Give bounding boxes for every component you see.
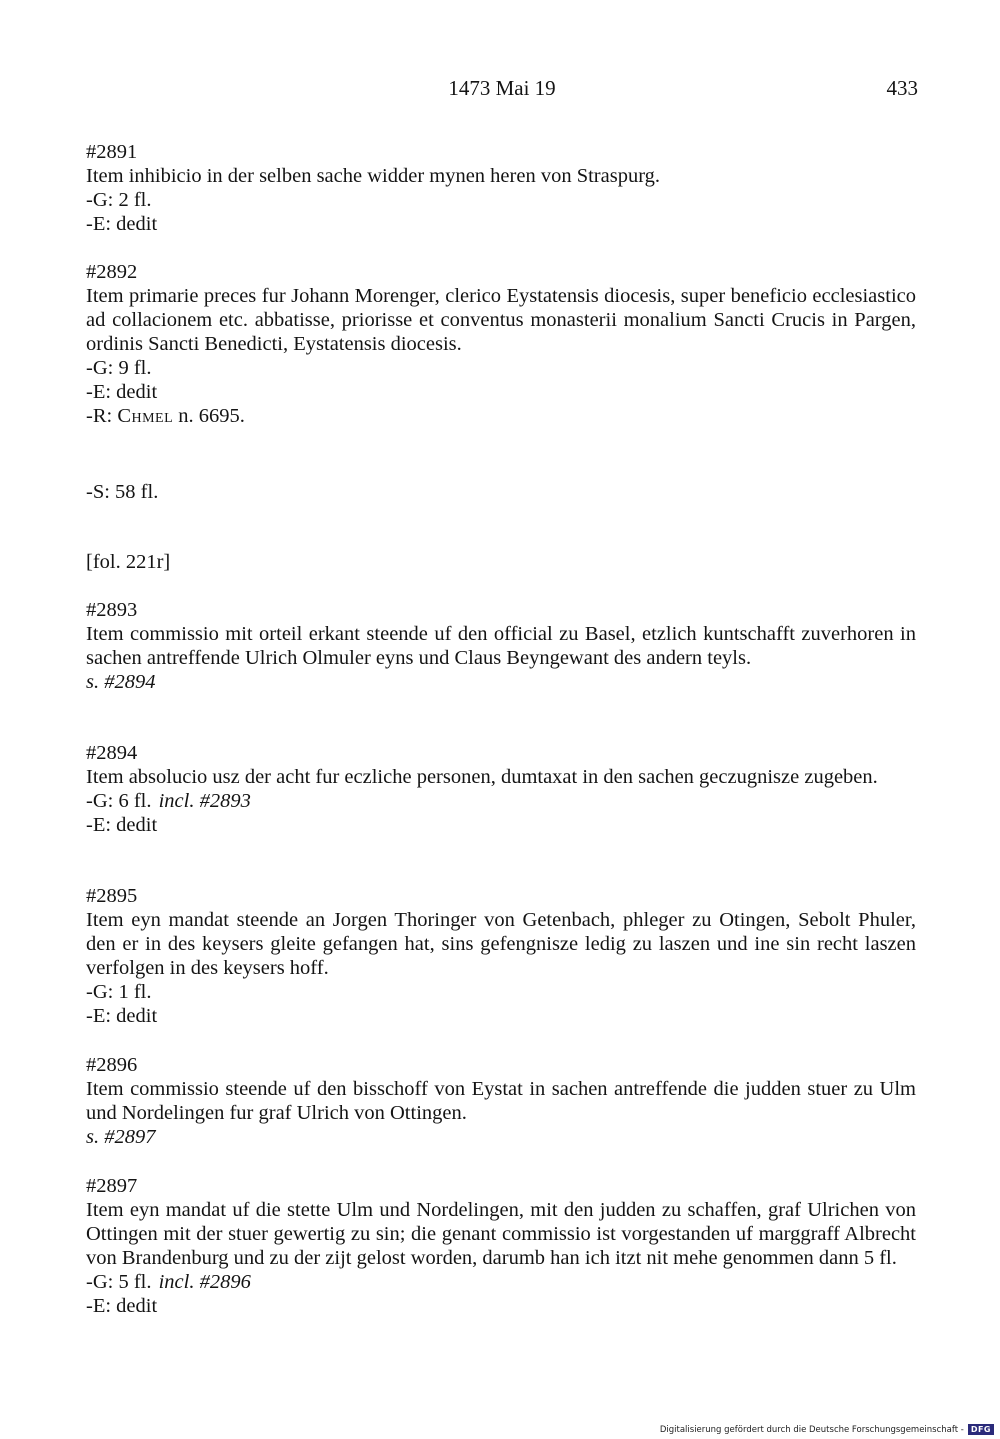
entry-g-line: -G: 1 fl.	[86, 981, 152, 1003]
folio-marker: [fol. 221r]	[86, 551, 171, 573]
entry-text: Item eyn mandat steende an Jorgen Thoringer von Getenbach, phleger zu Otingen, Sebolt Phuler, den er in des keysers gleite gefangen hat, sins gefengnisze ledig zu laszen und ine sin recht laszen verfolgen in des keysers hoff.	[86, 909, 916, 979]
entry-text: Item primarie preces fur Johann Morenger, clerico Eystatensis diocesis, super beneficio ecclesiastico ad collacionem etc. abbatisse, priorisse et conventus monasterii monalium Sancti Crucis in Pargen, ordinis Sancti Benedicti, Eystatensis diocesis.	[86, 285, 916, 355]
g-line-ref: incl. #2896	[158, 1271, 251, 1293]
reference-author: Chmel	[117, 405, 174, 427]
entry-number: #2893	[86, 599, 138, 621]
entry-r-line	[86, 404, 916, 428]
entry-g-line	[86, 1270, 916, 1294]
entry-number: #2892	[86, 261, 138, 283]
entry-2896	[86, 1053, 916, 1149]
entry-text: Item eyn mandat uf die stette Ulm und Nordelingen, mit den judden zu schaffen, graf Ulrichen von Ottingen mit der stuer gewertig zu sin; die genant commissio ist vorgestanden uf marggraff Albrecht von Brandenburg und zu der zijt gelost worden, darumb han ich itzt nit mehe genommen dann 5 fl.	[86, 1199, 916, 1269]
entry-2893	[86, 598, 916, 694]
entry-g-line: -G: 2 fl.	[86, 189, 152, 211]
entry-number: #2895	[86, 885, 138, 907]
entry-2891	[86, 140, 916, 236]
entry-e-line: -E: dedit	[86, 1295, 158, 1317]
entry-e-line: -E: dedit	[86, 814, 158, 836]
entry-text: Item inhibicio in der selben sache widder mynen heren von Straspurg.	[86, 165, 661, 187]
page-title: 1473 Mai 19	[448, 76, 556, 100]
entry-2894	[86, 741, 916, 837]
entry-number: #2896	[86, 1054, 138, 1076]
entry-g-line	[86, 789, 916, 813]
entry-2895	[86, 884, 916, 1028]
entry-number: #2894	[86, 742, 138, 764]
g-line-text: -G: 5 fl.	[86, 1271, 152, 1293]
g-line-ref: incl. #2893	[158, 790, 251, 812]
entry-number: #2897	[86, 1175, 138, 1197]
dfg-logo-icon: DFG	[968, 1424, 994, 1435]
reference-prefix: -R:	[86, 405, 118, 427]
entry-e-line: -E: dedit	[86, 1005, 158, 1027]
entry-g-line: -G: 9 fl.	[86, 357, 152, 379]
entry-e-line: -E: dedit	[86, 381, 158, 403]
footer	[660, 1424, 994, 1435]
page-number: 433	[886, 76, 918, 100]
entry-text: Item commissio steende uf den bisschoff von Eystat in sachen antreffende die judden stuer zu Ulm und Nordelingen fur graf Ulrich von Ottingen.	[86, 1078, 916, 1124]
entry-2897	[86, 1174, 916, 1318]
sum-line: -S: 58 fl.	[86, 481, 159, 503]
g-line-text: -G: 6 fl.	[86, 790, 152, 812]
entry-text: Item absolucio usz der acht fur eczliche personen, dumtaxat in den sachen geczugnisze zugeben.	[86, 766, 878, 788]
entry-e-line: -E: dedit	[86, 213, 158, 235]
footer-text: Digitalisierung gefördert durch die Deutsche Forschungsgemeinschaft -	[659, 1424, 964, 1435]
entry-2892	[86, 260, 916, 428]
entry-number: #2891	[86, 141, 138, 163]
page-header	[86, 76, 918, 106]
entry-crossref: s. #2894	[86, 671, 156, 693]
entry-crossref: s. #2897	[86, 1126, 156, 1148]
reference-suffix: n. 6695.	[173, 405, 245, 427]
entry-text: Item commissio mit orteil erkant steende uf den official zu Basel, etzlich kuntschafft zuverhoren in sachen antreffende Ulrich Olmuler eyns und Claus Beyngewant des andern teyls.	[86, 623, 916, 669]
